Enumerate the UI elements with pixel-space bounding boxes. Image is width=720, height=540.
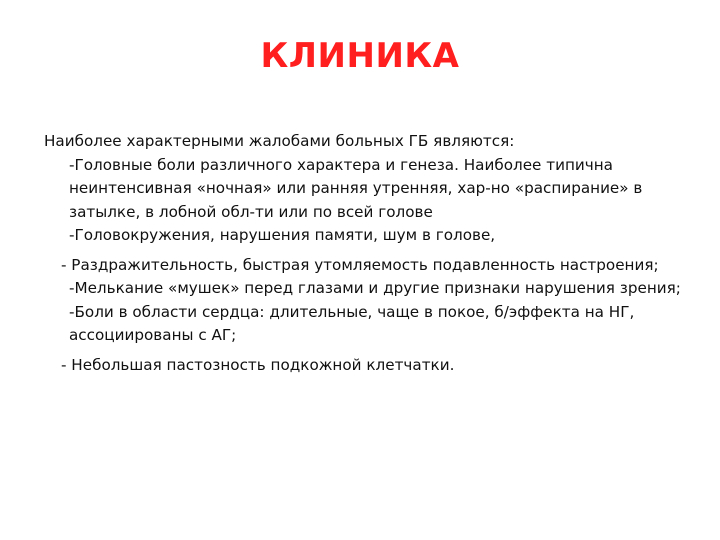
intro-text: Наиболее характерными жалобами больных ГБ являются: [44,132,515,150]
slide-body [44,130,684,377]
list-item: - Раздражительность, быстрая утомляемость подавленность настроения; [61,255,659,274]
list-item: -Боли в области сердца: длительные, чаще в покое, б/эффекта на НГ, ассоциированы с АГ; [69,302,635,344]
list-item: - Небольшая пастозность подкожной клетчатки. [61,355,455,374]
list-item: -Мелькание «мушек» перед глазами и другие признаки нарушения зрения; [69,279,681,297]
list-item: -Головокружения, нарушения памяти, шум в голове, [69,226,496,244]
list-item: -Головные боли различного характера и генеза. Наиболее типична неинтенсивная «ночная» или ранняя утренняя, хар-но «распирание» в затылке, в лобной обл-ти или по всей голове [69,155,643,221]
slide-title: КЛИНИКА [260,36,460,76]
complaints-list [44,154,684,378]
